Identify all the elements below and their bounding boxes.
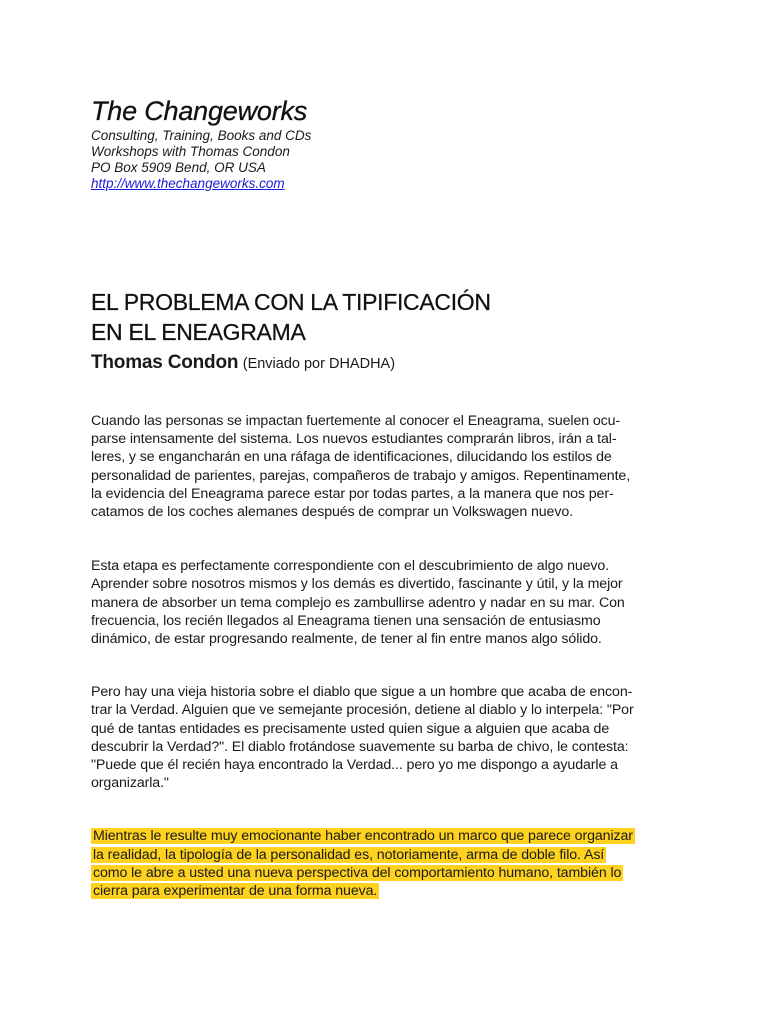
highlighted-paragraph <box>91 827 676 900</box>
org-line: PO Box 5909 Bend, OR USA <box>91 160 266 175</box>
text-line: leres, y se engancharán en una ráfaga de identificaciones, dilucidando los estilos de <box>91 449 612 466</box>
highlighted-text-line: Mientras le resulte muy emocionante haber encontrado un marco que parece organizar <box>93 828 633 845</box>
text-line: manera de absorber un tema complejo es zambullirse adentro y nadar en su mar. Con <box>91 594 625 611</box>
text-line: Esta etapa es perfectamente correspondiente con el descubrimiento de algo nuevo. <box>91 558 610 575</box>
text-line: Cuando las personas se impactan fuertemente al conocer el Eneagrama, suelen ocu- <box>91 413 621 429</box>
paragraph <box>91 557 676 648</box>
text-line: personalidad de parientes, parejas, compañeros de trabajo y amigos. Repentinamente, <box>91 467 631 484</box>
text-line: frecuencia, los recién llegados al Eneagrama tienen una sensación de entusiasmo <box>91 612 601 629</box>
text-line: Aprender sobre nosotros mismos y los demás es divertido, fascinante y útil, y la mejor <box>91 576 623 593</box>
highlighted-text-line: la realidad, la tipología de la personalidad es, notoriamente, arma de doble filo. Así <box>93 846 605 863</box>
text-line: trar la Verdad. Alguien que ve semejante procesión, detiene al diablo y lo interpela: "Por <box>91 702 634 719</box>
text-line: dinámico, de estar progresando realmente, de tener al fin entre manos algo sólido. <box>91 631 602 648</box>
org-line: Workshops with Thomas Condon <box>91 144 290 159</box>
document-page <box>91 96 676 900</box>
highlighted-text-line: como le abre a usted una nueva perspectiva del comportamiento humano, también lo <box>93 864 622 881</box>
org-header <box>91 96 676 192</box>
title-line: EN EL ENEAGRAMA <box>91 319 306 345</box>
highlighted-text-line: cierra para experimentar de una forma nueva. <box>93 883 378 900</box>
text-line: la evidencia del Eneagrama parece estar por todas partes, a la manera que nos per- <box>91 485 614 502</box>
article-title <box>91 287 676 347</box>
text-line: organizarla." <box>91 775 169 792</box>
text-line: parse intensamente del sistema. Los nuevos estudiantes comprarán libros, irán a tal- <box>91 431 617 448</box>
website-link[interactable]: http://www.thechangeworks.com <box>91 176 285 191</box>
title-line: EL PROBLEMA CON LA TIPIFICACIÓN <box>91 289 491 315</box>
paragraph <box>91 412 676 521</box>
text-line: "Puede que él recién haya encontrado la Verdad... pero yo me dispongo a ayudarle a <box>91 757 618 774</box>
author-name: Thomas Condon <box>91 352 239 373</box>
text-line: qué de tantas entidades es precisamente usted quien sigue a alguien que acaba de <box>91 720 610 737</box>
org-details <box>91 128 676 192</box>
org-name: The Changeworks <box>91 96 308 126</box>
text-line: descubrir la Verdad?". El diablo frotándose suavemente su barba de chivo, le contesta: <box>91 738 629 755</box>
text-line: Pero hay una vieja historia sobre el diablo que sigue a un hombre que acaba de encon- <box>91 684 633 701</box>
text-line: catamos de los coches alemanes después de comprar un Volkswagen nuevo. <box>91 504 573 521</box>
sent-by-note: (Enviado por DHADHA) <box>242 356 396 372</box>
org-line: Consulting, Training, Books and CDs <box>91 128 312 143</box>
byline <box>91 353 676 374</box>
paragraph <box>91 683 676 792</box>
